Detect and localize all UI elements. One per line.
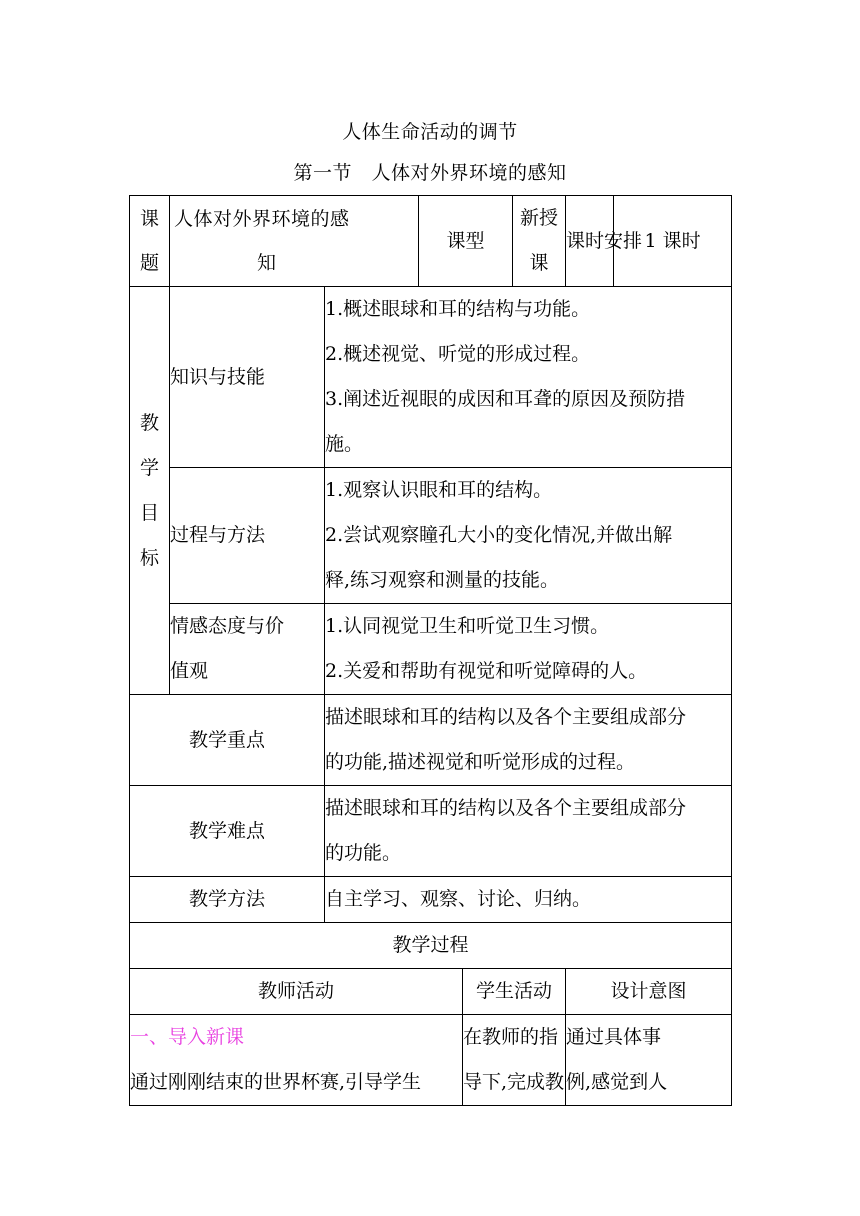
document-title: 人体生命活动的调节 [342,121,518,143]
header-row [130,196,732,287]
process-content-row [130,1015,732,1106]
process-header-row [130,969,732,1015]
objective-content: 1.概述眼球和耳的结构与功能。 2.概述视觉、听觉的形成过程。 3.阐述近视眼的成因和耳聋的原因及预防措 施。 [325,287,732,468]
section-title: 第一节 人体对外界环境的感知 [293,162,567,184]
type-label: 课型 [419,196,513,287]
process-title-row [130,923,732,969]
student-activity-header: 学生活动 [463,969,566,1015]
topic-label: 课 题 [130,196,170,287]
section-heading: 一、导入新课 [130,1026,245,1048]
teacher-activity-header: 教师活动 [130,969,463,1015]
objective-name: 情感态度与价 值观 [170,604,325,695]
key-points-row [130,695,732,786]
methods-label: 教学方法 [130,877,325,923]
objective-row-attitude [130,604,732,695]
type-value: 新授课 [513,196,566,287]
methods-content: 自主学习、观察、讨论、归纳。 [325,877,732,923]
design-intent-header: 设计意图 [566,969,732,1015]
objective-name: 过程与方法 [170,468,325,604]
objective-content: 1.认同视觉卫生和听觉卫生习惯。 2.关爱和帮助有视觉和听觉障碍的人。 [325,604,732,695]
objective-content: 1.观察认识眼和耳的结构。 2.尝试观察瞳孔大小的变化情况,并做出解 释,练习观察和测量的技能。 [325,468,732,604]
teacher-activity-content: 一、导入新课 通过刚刚结束的世界杯赛,引导学生 [130,1015,463,1106]
objective-row-knowledge [130,287,732,468]
process-title: 教学过程 [130,923,732,969]
difficulties-row [130,786,732,877]
difficulties-label: 教学难点 [130,786,325,877]
key-points-label: 教学重点 [130,695,325,786]
topic-value: 人体对外界环境的感 知 [170,196,419,287]
difficulties-content: 描述眼球和耳的结构以及各个主要组成部分 的功能。 [325,786,732,877]
methods-row [130,877,732,923]
key-points-content: 描述眼球和耳的结构以及各个主要组成部分 的功能,描述视觉和听觉形成的过程。 [325,695,732,786]
design-intent-content: 通过具体事 例,感觉到人 [566,1015,732,1106]
schedule-value: 1 课时 [614,196,732,287]
schedule-label: 课时安排 [566,196,614,287]
lesson-plan-table [129,195,732,1106]
objective-row-process [130,468,732,604]
objectives-label: 教 学 目 标 [130,287,170,695]
objective-name: 知识与技能 [170,287,325,468]
student-activity-content: 在教师的指 导下,完成教 [463,1015,566,1106]
